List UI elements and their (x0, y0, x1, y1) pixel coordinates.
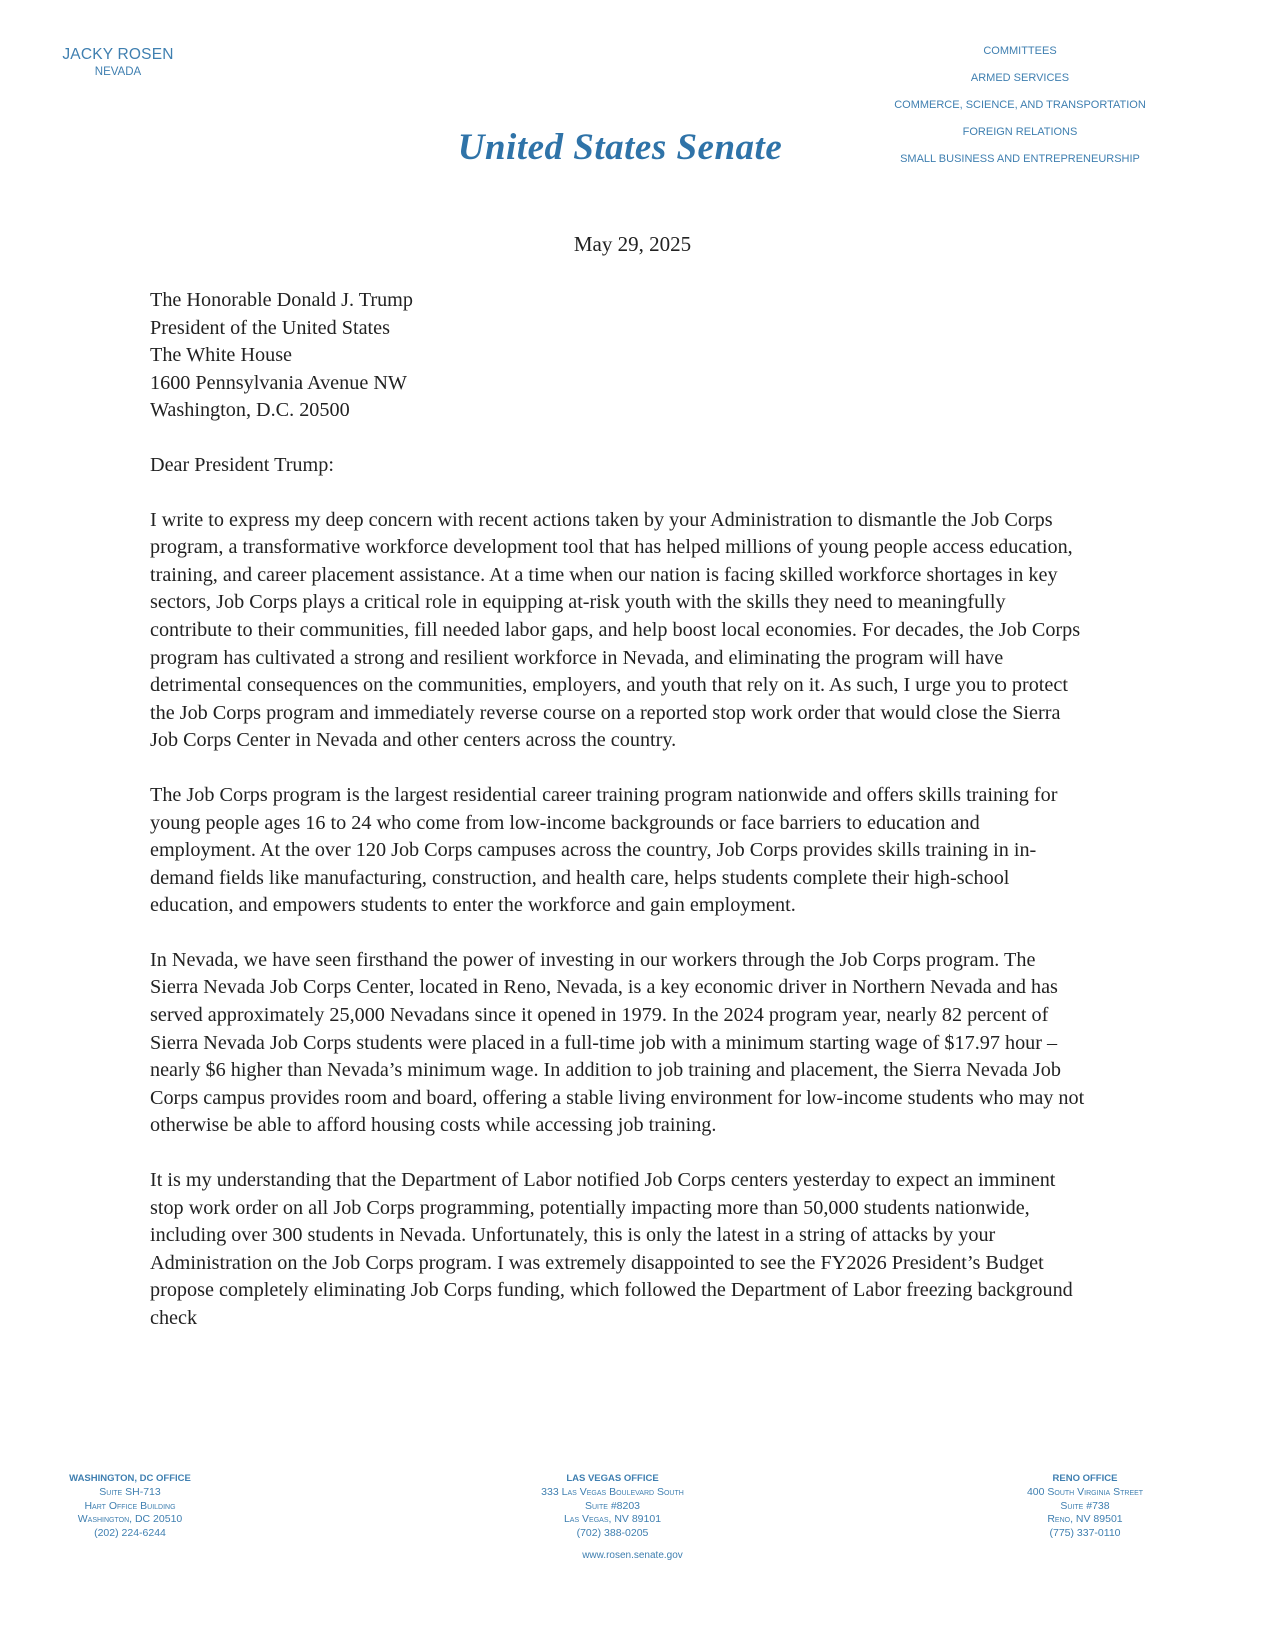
office-line: Suite #8203 (584, 1499, 641, 1512)
paragraph: It is my understanding that the Department of Labor notified Job Corps centers yesterday to expect an imminent stop work order on all Job Corps programming, potentially impacting more than 50,000 students nationwide, including over 300 students in Nevada. Unfortunately, this is only the latest in a string of attacks by your Administration on the Job Corps program. I was extremely disappointed to see the FY2026 President’s Budget propose completely eliminating Job Corps funding, which followed the Department of Labor freezing background check (150, 1169, 1073, 1329)
office-line: Suite SH-713 (99, 1486, 161, 1499)
senate-masthead: United States Senate (457, 127, 783, 168)
office-reno (975, 1472, 1195, 1540)
committees-heading: COMMITTEES (983, 45, 1057, 57)
website-link[interactable]: www.rosen.senate.gov (582, 1550, 683, 1561)
committee-item: FOREIGN RELATIONS (962, 126, 1078, 138)
office-line: Suite #738 (1060, 1499, 1110, 1512)
office-title: WASHINGTON, DC OFFICE (69, 1473, 191, 1484)
recipient-line: The White House (150, 344, 293, 367)
office-line: Las Vegas, NV 89101 (563, 1513, 662, 1526)
office-title: LAS VEGAS OFFICE (566, 1473, 659, 1484)
letter-date: May 29, 2025 (573, 232, 692, 256)
office-line: 400 South Virginia Street (1026, 1486, 1144, 1499)
sender-block (58, 46, 178, 78)
recipient-line: 1600 Pennsylvania Avenue NW (150, 371, 407, 394)
office-line: Hart Office Building (84, 1499, 176, 1512)
office-title: RENO OFFICE (1052, 1473, 1118, 1484)
paragraph: The Job Corps program is the largest residential career training program nationwide and offers skills training for young people ages 16 to 24 who come from low-income backgrounds or face barriers to education and employment. At the over 120 Job Corps campuses across the country, Job Corps provides skills training in in-demand fields like manufacturing, construction, and health care, helps students complete their high-school education, and empowers students to enter the workforce and gain employment. (150, 783, 1058, 917)
salutation: Dear President Trump: (150, 453, 334, 476)
office-phone: (775) 337-0110 (1049, 1526, 1121, 1539)
recipient-line: Washington, D.C. 20500 (150, 399, 350, 422)
recipient-line: President of the United States (150, 316, 390, 339)
paragraph: In Nevada, we have seen firsthand the power of investing in our workers through the Job Corps program. The Sierra Nevada Job Corps Center, located in Reno, Nevada, is a key economic driver in Northern Nevada and has served approximately 25,000 Nevadans since it opened in 1979. In the 2024 program year, nearly 82 percent of Sierra Nevada Job Corps students were placed in a full-time job with a minimum starting wage of $17.97 hour – nearly $6 higher than Nevada’s minimum wage. In addition to job training and placement, the Sierra Nevada Job Corps campus provides room and board, offering a stable living environment for low-income students who may not otherwise be able to afford housing costs while accessing job training. (150, 948, 1085, 1137)
paragraph: I write to express my deep concern with recent actions taken by your Administration to dismantle the Job Corps program, a transformative workforce development tool that has helped millions of young people access education, training, and career placement assistance. At a time when our nation is facing skilled workforce shortages in key sectors, Job Corps plays a critical role in equipping at-risk youth with the skills they need to meaningfully contribute to their communities, fill needed labor gaps, and help boost local economies. For decades, the Job Corps program has cultivated a strong and resilient workforce in Nevada, and eliminating the program will have detrimental consequences on the communities, employers, and youth that rely on it. As such, I urge you to protect the Job Corps program and immediately reverse course on a reported stop work order that would close the Sierra Job Corps Center in Nevada and other centers across the country. (150, 508, 1081, 752)
office-line: Reno, NV 89501 (1047, 1513, 1123, 1526)
committees-block (880, 44, 1160, 179)
senator-name: JACKY ROSEN (62, 46, 174, 63)
office-phone: (702) 388-0205 (576, 1526, 649, 1539)
letter-body (150, 287, 1085, 1333)
office-washington (40, 1472, 220, 1540)
committee-item: ARMED SERVICES (970, 72, 1070, 84)
office-line: Washington, DC 20510 (77, 1513, 183, 1526)
recipient-address (150, 287, 1085, 425)
committee-item: COMMERCE, SCIENCE, AND TRANSPORTATION (894, 99, 1146, 111)
senator-state: NEVADA (94, 66, 142, 78)
recipient-line: The Honorable Donald J. Trump (150, 289, 413, 311)
committee-item: SMALL BUSINESS AND ENTREPRENEURSHIP (900, 153, 1140, 165)
office-line: 333 Las Vegas Boulevard South (541, 1486, 684, 1499)
office-las-vegas (485, 1472, 740, 1540)
office-phone: (202) 224-6244 (94, 1526, 166, 1539)
